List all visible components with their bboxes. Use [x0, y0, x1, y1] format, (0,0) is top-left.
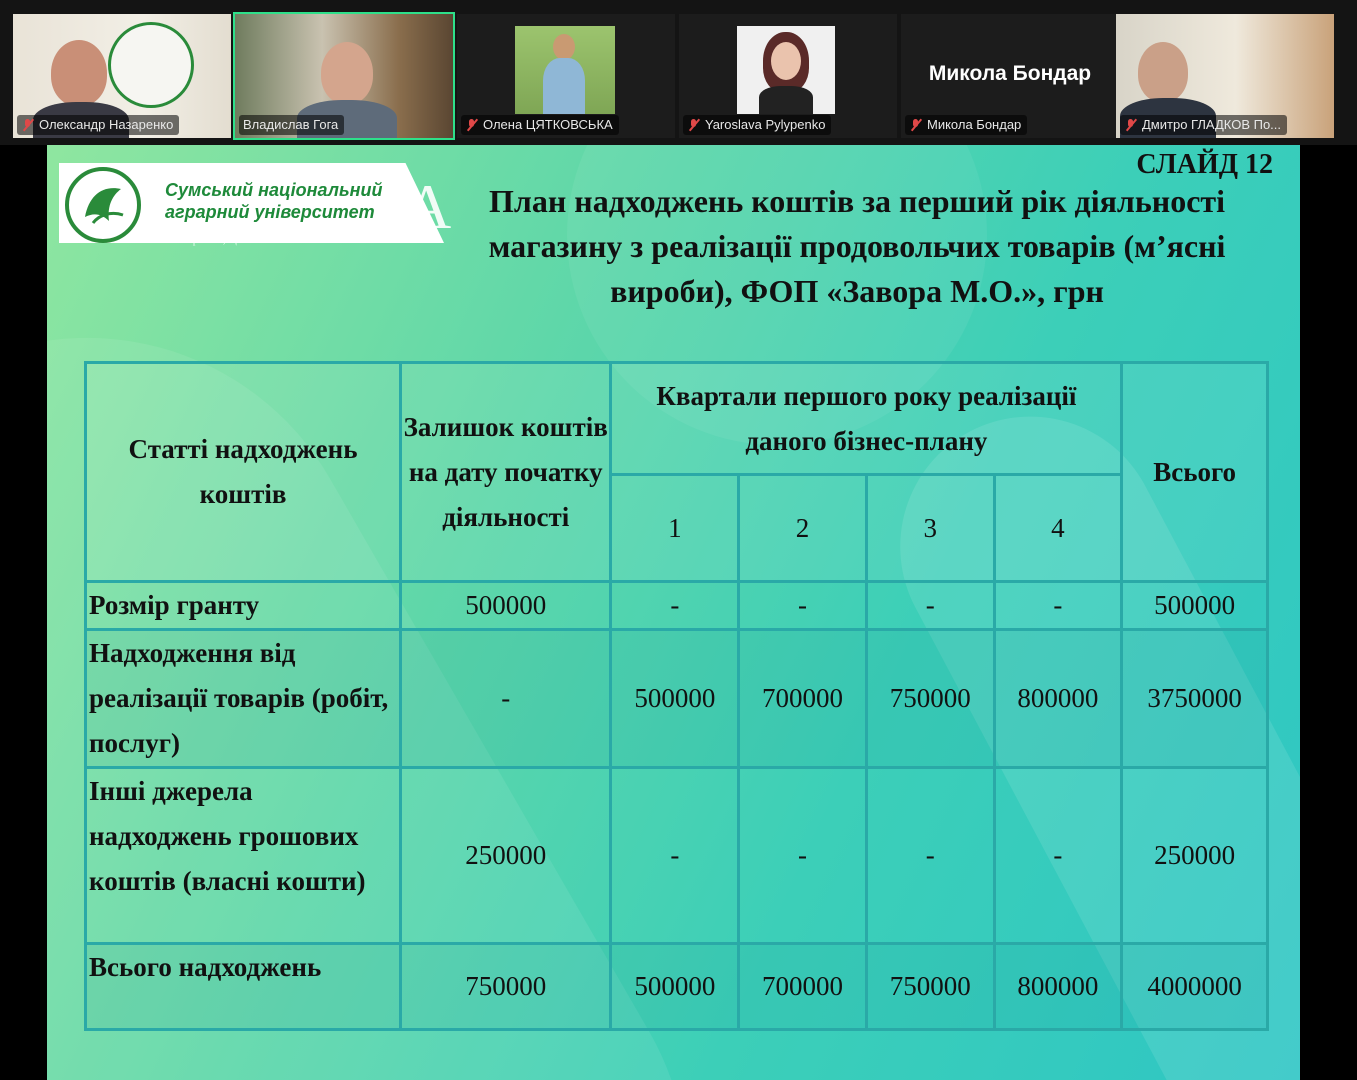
participant-name-tag [905, 115, 1027, 135]
table-cell: 500000 [611, 944, 739, 1030]
table-cell: 500000 [1122, 582, 1268, 630]
muted-mic-icon [687, 118, 701, 132]
table-cell: - [611, 768, 739, 944]
table-cell: - [994, 768, 1122, 944]
participant-tile[interactable] [457, 14, 675, 138]
table-cell: - [739, 582, 867, 630]
table-cell: - [611, 582, 739, 630]
table-cell: 250000 [401, 768, 611, 944]
participant-name-tag [1120, 115, 1287, 135]
university-motto: Університет, що вивчає життя [167, 234, 307, 246]
muted-mic-icon [21, 118, 35, 132]
table-cell: - [401, 630, 611, 768]
header-opening-balance: Залишок коштів на дату початку діяльності [401, 363, 611, 582]
header-quarter: 4 [994, 475, 1122, 582]
participant-name-tag [239, 115, 344, 135]
slide-title: План надходжень коштів за перший рік діяльності магазину з реалізації продовольчих товарів (м’ясні вироби), ФОП «Завора М.О.», грн [488, 183, 1226, 309]
participant-name: Олена ЦЯТКОВСЬКА [483, 117, 613, 132]
participant-name: Дмитро ГЛАДКОВ По... [1142, 117, 1282, 132]
participant-name: Олександр Назаренко [39, 117, 174, 132]
participant-display-name: Микола Бондар [928, 62, 1092, 85]
participant-tile-active-speaker[interactable] [235, 14, 453, 138]
table-row [86, 582, 1268, 630]
table-cell: 750000 [866, 944, 994, 1030]
table-cell: 3750000 [1122, 630, 1268, 768]
header-quarter: 3 [866, 475, 994, 582]
participant-name: Микола Бондар [927, 117, 1022, 132]
participant-name: Yaroslava Pylypenko [705, 117, 826, 132]
muted-mic-icon [465, 118, 479, 132]
participant-name-tag [683, 115, 831, 135]
table-row [86, 944, 1268, 1030]
participant-strip [0, 0, 1357, 145]
participant-name-tag [17, 115, 179, 135]
row-label: Надходження від реалізації товарів (робіт, послуг) [86, 630, 401, 768]
participant-name: Владислав Гога [243, 117, 339, 132]
table-cell: 800000 [994, 630, 1122, 768]
participant-tile[interactable] [13, 14, 231, 138]
header-quarter: 2 [739, 475, 867, 582]
participant-avatar [737, 26, 835, 114]
row-label: Інші джерела надходжень грошових коштів (власні кошти) [86, 768, 401, 944]
logo-icon [108, 22, 194, 108]
participant-tile[interactable] [901, 14, 1119, 138]
row-label: Розмір гранту [86, 582, 401, 630]
university-name: Сумський національний аграрний університет [165, 180, 383, 222]
participant-name-tag [461, 115, 619, 135]
table-row [86, 768, 1268, 944]
table-cell: 500000 [401, 582, 611, 630]
table-cell: - [866, 582, 994, 630]
table-cell: 250000 [1122, 768, 1268, 944]
row-label: Всього надходжень [86, 944, 401, 1030]
muted-mic-icon [909, 118, 923, 132]
table-cell: 750000 [401, 944, 611, 1030]
table-cell: - [994, 582, 1122, 630]
table-cell: 4000000 [1122, 944, 1268, 1030]
header-quarters: Квартали першого року реалізації даного бізнес-плану [611, 363, 1122, 475]
table-cell: 800000 [994, 944, 1122, 1030]
participant-tile[interactable] [679, 14, 897, 138]
table-cell: 700000 [739, 944, 867, 1030]
header-items: Статті надходжень коштів [86, 363, 401, 582]
slide-number: СЛАЙД 12 [1136, 149, 1273, 180]
table-cell: 700000 [739, 630, 867, 768]
participant-avatar [515, 26, 615, 114]
university-logo-icon [63, 165, 143, 245]
table-row [86, 630, 1268, 768]
header-quarter: 1 [611, 475, 739, 582]
shared-slide [47, 145, 1300, 1080]
table-cell: - [739, 768, 867, 944]
table-cell: - [866, 768, 994, 944]
table-cell: 500000 [611, 630, 739, 768]
logo-letter: A [405, 171, 452, 242]
header-total: Всього [1122, 363, 1268, 582]
table-cell: 750000 [866, 630, 994, 768]
cashflow-table [84, 361, 1269, 1031]
participant-tile[interactable] [1116, 14, 1334, 138]
muted-mic-icon [1124, 118, 1138, 132]
